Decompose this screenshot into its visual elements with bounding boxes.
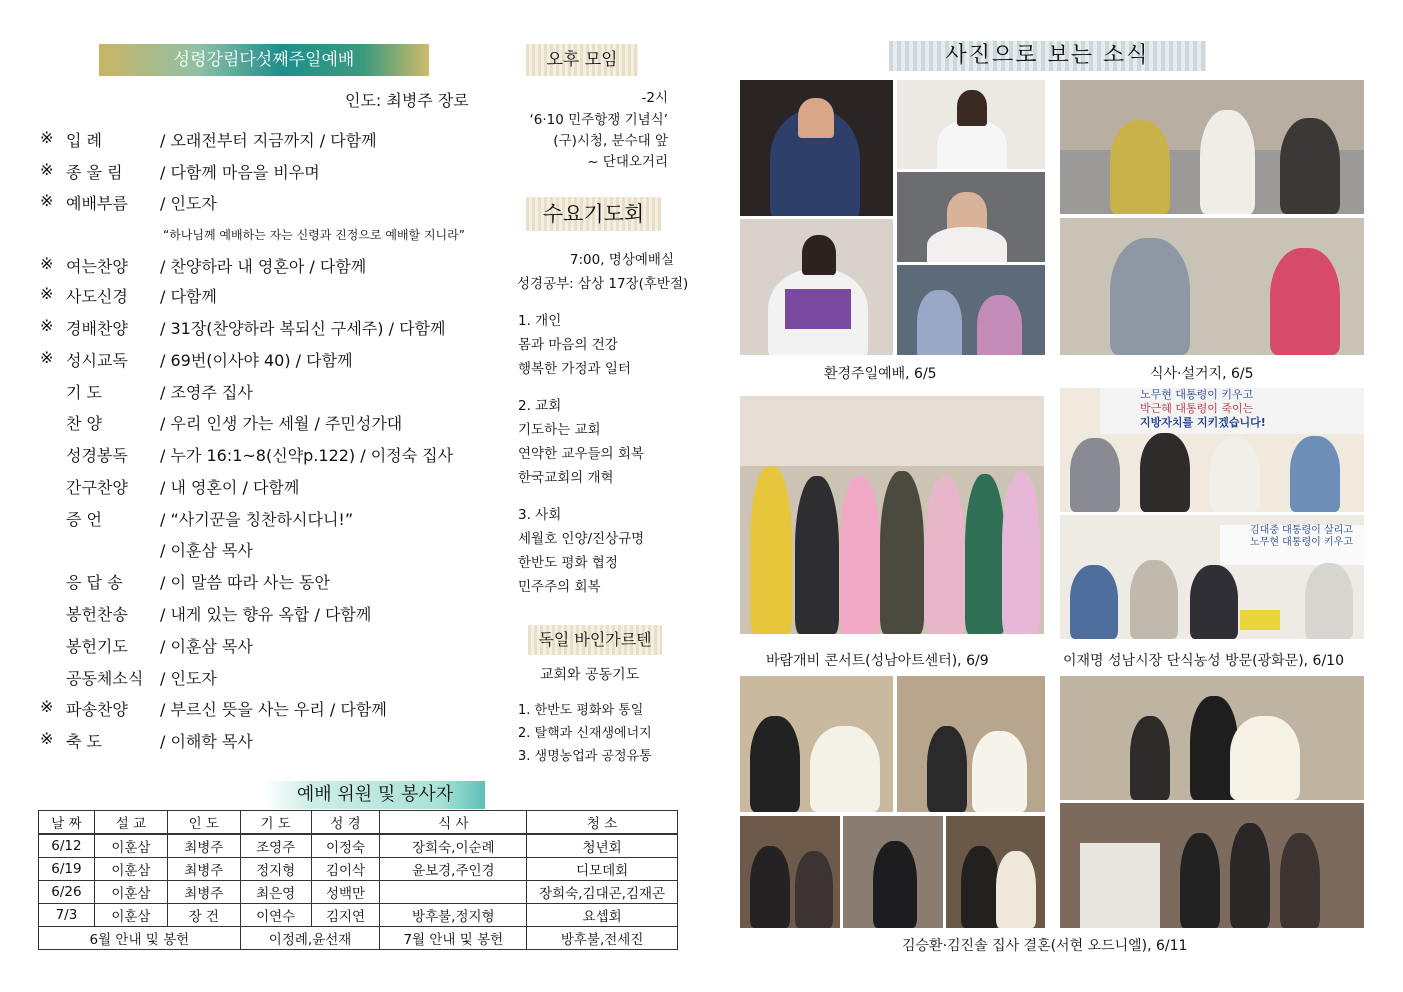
- order-item-content: / 내 영혼이 / 다함께: [160, 478, 300, 497]
- required-mark: ※: [40, 316, 54, 335]
- cell-sermon: 이훈삼: [94, 834, 167, 858]
- order-item-content: / 인도자: [160, 669, 217, 688]
- photo-kitchen-women: [1060, 80, 1364, 214]
- cell-leader: 최병주: [167, 881, 240, 904]
- cell-meal: 윤보경,주인경: [380, 858, 527, 881]
- banner-text: 박근혜 대통령이 죽이는: [1140, 402, 1254, 415]
- germany-item: 2. 탈핵과 신재생에너지: [518, 726, 652, 741]
- banner-text: 노무현 대통령이 키우고: [1250, 537, 1353, 548]
- cell-sermon: 이훈삼: [94, 881, 167, 904]
- order-item-label: 찬 양: [66, 414, 102, 433]
- order-item-label: 간구찬양: [66, 478, 128, 497]
- order-item-content: / 우리 인생 가는 세월 / 주민성가대: [160, 414, 403, 433]
- order-item-content: / 찬양하라 내 영혼아 / 다함께: [160, 257, 367, 276]
- order-item-label: 예배부름: [66, 194, 128, 213]
- wednesday-time: 7:00, 명상예배실: [569, 252, 674, 268]
- cell-prayer: 정지형: [240, 858, 311, 881]
- cell-scripture: 성백만: [311, 881, 380, 904]
- photo-wedding-couple-1: [740, 676, 893, 812]
- order-item-label: 여는찬양: [66, 257, 128, 276]
- cell-prayer: 조영주: [240, 834, 311, 858]
- committee-title: 예배 위원 및 봉사자: [265, 781, 485, 809]
- required-mark: ※: [40, 348, 54, 367]
- photo-wedding-singers: [740, 816, 840, 928]
- afternoon-line: -2시: [641, 90, 668, 106]
- order-item-label: 응 답 송: [66, 573, 123, 592]
- cell-meal: 장희숙,이순례: [380, 834, 527, 858]
- photo-worship-congregation: [897, 265, 1045, 355]
- caption-meal-dishes: 식사·설거지, 6/5: [1150, 366, 1254, 382]
- order-item-content: / 조영주 집사: [160, 383, 253, 402]
- required-mark: ※: [40, 191, 54, 210]
- order-item-label: 성시교독: [66, 351, 128, 370]
- cell-cleaning: 장희숙,김대곤,김재곤: [527, 881, 678, 904]
- table-row: [39, 834, 678, 858]
- cell-prayer: 이연수: [240, 904, 311, 927]
- order-item-label: 봉헌기도: [66, 637, 128, 656]
- order-item-label: 증 언: [66, 510, 102, 529]
- order-item-content: / 이해학 목사: [160, 732, 253, 751]
- photo-worship-reader: [897, 80, 1045, 169]
- prayer-item: 한반도 평화 협정: [518, 555, 618, 571]
- prayer-item: 기도하는 교회: [518, 422, 601, 438]
- photo-wedding-walk: [946, 816, 1045, 928]
- prayer-group-title: 3. 사회: [518, 507, 562, 523]
- cell-meal: 방후불,정지형: [380, 904, 527, 927]
- afternoon-line: ~ 단대오거리: [587, 154, 668, 170]
- order-item-content: / 다함께 마음을 비우며: [160, 163, 320, 182]
- order-item-content: / 부르신 뜻을 사는 우리 / 다함께: [160, 700, 387, 719]
- cell-date: 6/12: [39, 834, 95, 858]
- cell-date: 7/3: [39, 904, 95, 927]
- order-item-content: / 인도자: [160, 194, 217, 213]
- order-item-content: / 이 말씀 따라 사는 동안: [160, 573, 330, 592]
- cell-leader: 최병주: [167, 858, 240, 881]
- wednesday-prayer-title: 수요기도회: [526, 197, 661, 231]
- order-item-label: 파송찬양: [66, 700, 128, 719]
- header-sermon: 설 교: [94, 811, 167, 835]
- prayer-item: 몸과 마음의 건강: [518, 337, 618, 353]
- order-item-content: / 오래전부터 지금까지 / 다함께: [160, 131, 377, 150]
- order-item-label: 입 례: [66, 131, 102, 150]
- caption-wedding: 김승환·김진솔 집사 결혼(서현 오드니엘), 6/11: [902, 938, 1188, 954]
- order-item-content: / 다함께: [160, 287, 217, 306]
- order-item-label: 종 울 림: [66, 163, 123, 182]
- header-scripture: 성 경: [311, 811, 380, 835]
- table-row: [39, 881, 678, 904]
- cell-scripture: 김지연: [311, 904, 380, 927]
- prayer-group-title: 1. 개인: [518, 313, 562, 329]
- germany-subtitle: 교회와 공동기도: [540, 667, 640, 683]
- duty-table: [38, 810, 678, 950]
- afternoon-line: ‘6·10 민주항쟁 기념식’: [529, 112, 668, 128]
- order-item-content: / “사기꾼을 칭찬하시다니!”: [160, 510, 354, 529]
- photo-kitchen-dishes: [1060, 218, 1364, 355]
- cell-cleaning: 디모데회: [527, 858, 678, 881]
- cell-cleaning: 청년회: [527, 834, 678, 858]
- order-item-content: / 69번(이사야 40) / 다함께: [160, 351, 353, 370]
- banner-text: 노무현 대통령이 키우고: [1140, 388, 1254, 401]
- cell-cleaning: 요셉회: [527, 904, 678, 927]
- required-mark: ※: [40, 160, 54, 179]
- banner-text: 김대중 대통령이 살리고: [1250, 525, 1353, 536]
- table-row: [39, 904, 678, 927]
- order-item-label: 축 도: [66, 732, 102, 751]
- cell-sermon: 이훈삼: [94, 858, 167, 881]
- wednesday-study: 성경공부: 삼상 17장(후반절): [517, 276, 689, 292]
- cell-leader: 최병주: [167, 834, 240, 858]
- order-item-content: / 31장(찬양하라 복되신 구세주) / 다함께: [160, 319, 446, 338]
- header-leader: 인 도: [167, 811, 240, 835]
- photo-news-title: 사진으로 보는 소식: [889, 41, 1206, 71]
- header-meal: 식 사: [380, 811, 527, 835]
- photo-wedding-guests: [1060, 803, 1364, 928]
- germany-item: 3. 생명농업과 공정유통: [518, 749, 652, 764]
- order-item-label: 공동체소식: [66, 669, 144, 688]
- order-item-label: 봉헌찬송: [66, 605, 128, 624]
- photo-concert-group: [740, 396, 1044, 634]
- order-item-content: / 이훈삼 목사: [160, 637, 253, 656]
- july-usher-names: 방후불,전세진: [527, 927, 678, 950]
- cell-scripture: 이정숙: [311, 834, 380, 858]
- cell-leader: 장 건: [167, 904, 240, 927]
- table-row: [39, 858, 678, 881]
- afternoon-line: (구)시청, 분수대 앞: [553, 133, 668, 149]
- required-mark: ※: [40, 729, 54, 748]
- cell-scripture: 김이삭: [311, 858, 380, 881]
- prayer-item: 행복한 가정과 일터: [518, 361, 631, 377]
- duty-table-header: [39, 811, 678, 835]
- header-prayer: 기 도: [240, 811, 311, 835]
- caption-mayor-visit: 이재명 성남시장 단식농성 방문(광화문), 6/10: [1063, 653, 1344, 669]
- cell-meal: [380, 881, 527, 904]
- photo-wedding-couple-2: [897, 676, 1045, 812]
- service-title-banner: 성령강림다섯째주일예배: [99, 44, 429, 76]
- order-item-label: 사도신경: [66, 287, 128, 306]
- photo-wedding-groom: [843, 816, 943, 928]
- photo-worship-speaker: [740, 80, 893, 216]
- photo-worship-elder: [897, 172, 1045, 262]
- cell-prayer: 최은영: [240, 881, 311, 904]
- order-item-content: / 이훈삼 목사: [160, 541, 253, 560]
- prayer-item: 세월호 인양/진상규명: [518, 531, 645, 547]
- cell-sermon: 이훈삼: [94, 904, 167, 927]
- required-mark: ※: [40, 128, 54, 147]
- required-mark: ※: [40, 254, 54, 273]
- order-item-label: 성경봉독: [66, 446, 128, 465]
- prayer-group-title: 2. 교회: [518, 398, 562, 414]
- germany-item: 1. 한반도 평화와 통일: [518, 703, 644, 718]
- prayer-item: 민주주의 회복: [518, 579, 601, 595]
- order-item-label: 경배찬양: [66, 319, 128, 338]
- afternoon-meeting-title: 오후 모임: [526, 44, 638, 76]
- photo-wedding-stage: [1060, 676, 1364, 800]
- cell-date: 6/26: [39, 881, 95, 904]
- required-mark: ※: [40, 284, 54, 303]
- caption-environment-sunday: 환경주일예배, 6/5: [824, 366, 937, 382]
- caption-concert: 바람개비 콘서트(성남아트센터), 6/9: [766, 653, 989, 669]
- prayer-item: 연약한 교우들의 회복: [518, 446, 644, 462]
- table-footer-row: [39, 927, 678, 950]
- july-usher-label: 7월 안내 및 봉헌: [380, 927, 527, 950]
- photo-mayor-visit-bottom: [1060, 515, 1364, 639]
- order-item-content: / 내게 있는 향유 옥합 / 다함께: [160, 605, 372, 624]
- june-usher-names: 이정례,윤선재: [240, 927, 380, 950]
- header-date: 날 짜: [39, 811, 95, 835]
- required-mark: ※: [40, 697, 54, 716]
- cell-date: 6/19: [39, 858, 95, 881]
- order-item-label: 기 도: [66, 383, 102, 402]
- order-item-content: / 누가 16:1~8(신약p.122) / 이정숙 집사: [160, 446, 454, 465]
- call-to-worship-quote: “하나님께 예배하는 자는 신령과 진정으로 예배할 지니라”: [163, 228, 465, 242]
- photo-worship-choir: [740, 219, 893, 355]
- photo-mayor-visit-top: [1060, 388, 1364, 512]
- germany-title: 독일 바인가르텐: [528, 625, 662, 655]
- header-cleaning: 청 소: [527, 811, 678, 835]
- prayer-item: 한국교회의 개혁: [518, 470, 614, 486]
- june-usher-label: 6월 안내 및 봉헌: [39, 927, 241, 950]
- service-leader: 인도: 최병주 장로: [345, 91, 469, 110]
- banner-text: 지방자치를 지키겠습니다!: [1140, 416, 1266, 429]
